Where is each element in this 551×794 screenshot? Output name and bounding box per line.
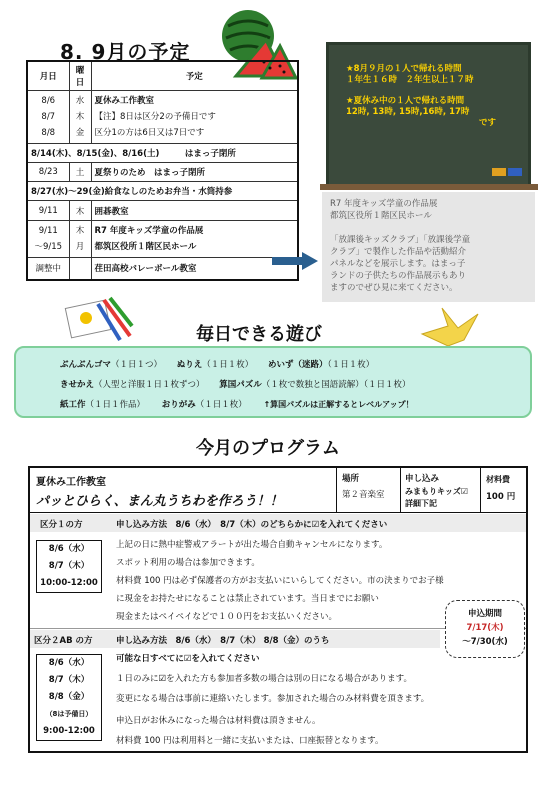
blackboard-text: ★8月９月の１人で帰れる時間 １年生１６時 ２年生以上１７時 ★夏休み中の１人で帰れる時間 12時, 13時, 15時,16時, 17時 です [346, 64, 496, 128]
table-row: 8/23 土 夏祭りのため はまっ子閉所 [27, 163, 298, 182]
col-day: 曜日 [69, 61, 91, 91]
place-label: 場所 [342, 474, 360, 484]
page-title: 8. 9月の予定 [60, 40, 191, 64]
group2-label: 区分２AB の方 [34, 636, 93, 646]
event-name: 夏休み工作教室 [36, 477, 106, 488]
table-row: 8/14(木)、8/15(金)、8/16(土) はまっ子閉所 [27, 144, 298, 163]
group2-dates: 8/6（水） 8/7（木） 8/8（金） （8は予備日） 9:00-12:00 [36, 654, 102, 741]
table-row: 9/11 木 囲碁教室 [27, 201, 298, 221]
table-row: 8/27(水)〜29(金)給食なしのためお弁当・水筒持参 [27, 182, 298, 201]
apply-label: 申し込み [405, 474, 440, 484]
exhibit-info: R7 年度キッズ学童の作品展 都筑区役所１階区民ホール 「放課後キッズクラブ」「放課後学童 クラブ」で製作した作品や活動紹介 パネルなどを展示します。はまっ子 ランドの子供たちの作品展示もあり ますのでぜひ見に来てください。 [322, 192, 535, 302]
drawing-supplies-icon [64, 296, 134, 342]
table-row: 調整中 荏田高校バレーボール教室 [27, 258, 298, 280]
group2-method: 申し込み方法 8/6（水） 8/7（木） 8/8（金）のうち [116, 636, 330, 646]
apply-detail: 詳細下記 [405, 499, 437, 508]
apply-via: みまもりキッズ☑ [405, 487, 469, 496]
eraser-icon [492, 164, 526, 178]
daily-title: 毎日できる遊び [196, 324, 322, 345]
col-plan: 予定 [91, 61, 298, 91]
fee-label: 材料費 [486, 475, 510, 484]
arrow-right-icon [270, 250, 320, 272]
schedule-table [26, 60, 299, 281]
table-row: 8/6 8/7 8/8 水 木 金 夏休み工作教室 【注】8日は区分2の予備日です 区分1の方は6日又は7日です [27, 91, 298, 144]
group2-method2: 可能な日すべてに☑を入れてください [116, 654, 260, 664]
table-row: 9/11 〜9/15 木 月 R7 年度キッズ学童の作品展 都筑区役所１階区民ホール [27, 221, 298, 258]
col-date: 月日 [27, 61, 69, 91]
program-box: 夏休み工作教室 パッとひらく、まん丸うちわを作ろう！！ 場所 第２音楽室 申し込み みまもりキッズ☑ 詳細下記 材料費 100 円 区分１の方 申し込み方法 8/6（水） 8/7（木）のどちらかに☑を入れてください 8/6（水） 8/7（木） 10:00-12:00 上記の日に熱中症警戒アラートが出た場合自動キャンセルになります。 スポット利用の場合は参加できます。 材料費 100 円は必ず保護者の方がお支払いにいらしてください。市の決まりでお子様 に現金をお持たせになることは禁止されています。当日までにお願い 現金またはペイペイなどで１００円をお支払いください。 区分２AB の方 申し込み方法 8/6（水） 8/7（木） 8/8（金）のうち 可能な日すべてに☑を入れてください 8/6（水） 8/7（木） 8/8（金） （8は予備日） 9:00-12:00 １日のみに☑を入れた方も参加者多数の場合は別の日になる場合があります。 変更になる場合は事前に連絡いたします。参加された場合のみ材料費を頂きます。 申込日がお休みになった場合は材料費は頂きません。 材料費 100 円は利用料と一緒に支払いまたは、口座振替となります。 [28, 466, 528, 753]
fee-value: 100 円 [486, 492, 516, 502]
group1-method: 申し込み方法 8/6（水） 8/7（木）のどちらかに☑を入れてください [116, 520, 388, 530]
daily-play-box: ぶんぶんゴマ（１日１つ） ぬりえ（１日１枚） めいず（迷路）（１日１枚） きせかえ（人型と洋服１日１枚ずつ） 算国パズル（１枚で数独と国語読解）（１日１枚） 紙工作（１日１作品） おりがみ（１日１枚） ↑算国パズルは正解するとレベルアップ！ [14, 346, 532, 418]
group1-dates: 8/6（水） 8/7（木） 10:00-12:00 [36, 540, 102, 593]
blackboard-ledge [320, 184, 538, 190]
event-headline: パッとひらく、まん丸うちわを作ろう！！ [36, 494, 283, 509]
group1-label: 区分１の方 [40, 520, 83, 530]
place-value: 第２音楽室 [342, 490, 385, 500]
paper-crane-icon [418, 304, 482, 350]
program-title: 今月のプログラム [196, 438, 340, 459]
application-period: 申込期間 7/17(木) 〜7/30(水) [445, 600, 525, 658]
